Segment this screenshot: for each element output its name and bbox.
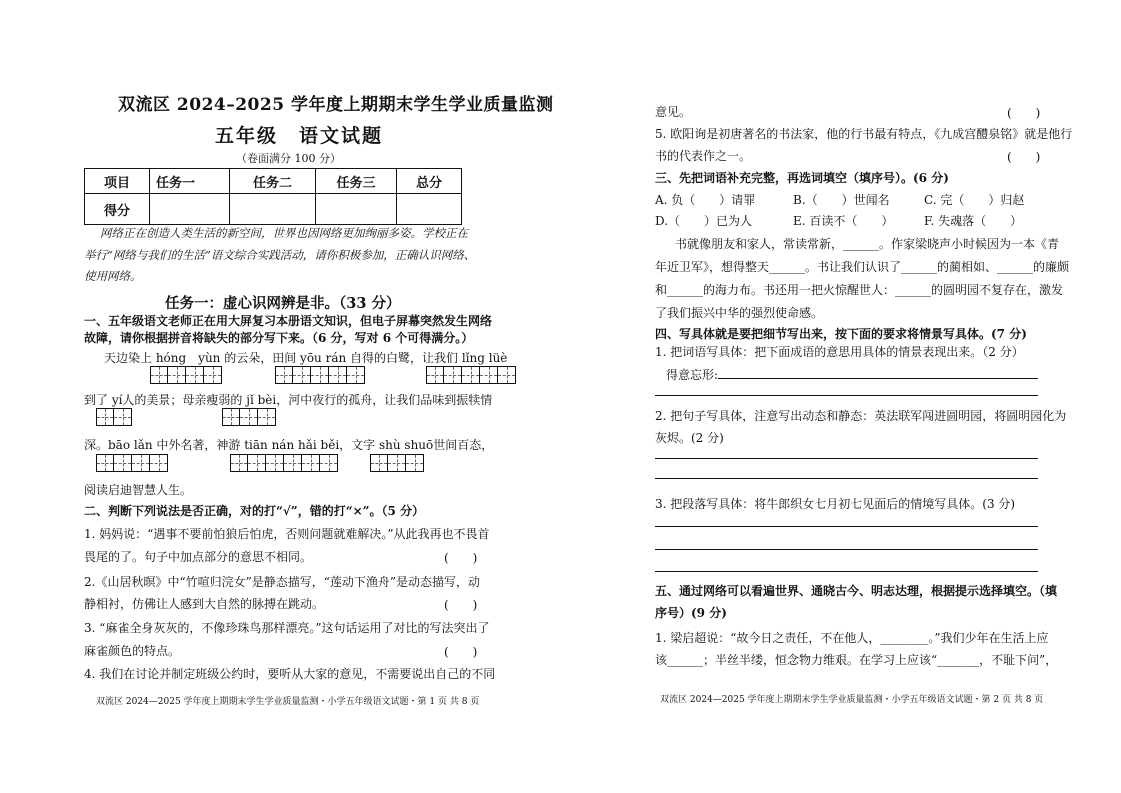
q2-item3-line1: 3. “麻雀全身灰灰的，不像珍珠鸟那样漂亮。”这句话运用了对比的写法突出了 [84,621,490,635]
score-cell-total[interactable] [397,194,462,225]
q3-option-d[interactable]: D.（ ）已为人 [655,214,753,228]
q3-title: 三、先把词语补充完整，再选词填空（填序号）。(6 分) [655,171,949,185]
intro-line-3: 使用网络。 [84,269,142,283]
q1-title-line1: 一、五年级语文老师正在用大屏复习本册语文知识，但电子屏幕突然发生网络 [84,314,493,328]
q1-title-line2: 故障，请你根据拼音将缺失的部分写下来。（6 分，写对 6 个可得满分。） [84,331,474,345]
q2-item5-line1: 5. 欧阳询是初唐著名的书法家，他的行书最有特点，《九成宫醴泉铭》就是他行 [655,127,1073,141]
full-score-note: （卷面满分 100 分） [236,152,341,165]
q3-option-f[interactable]: F. 失魂落（ ） [924,214,1023,228]
score-header-task1: 任务一 [150,169,230,194]
q1-text-line3: 深。bāo lǎn 中外名著，神游 tiān nán hǎi běi，文字 shù shuō世间百态， [84,438,494,452]
q3-paragraph-line3: 和______的海力布。书还用一把火惊醒世人：______的圆明园不复存在，激发 [655,283,1064,297]
q1-text-line2: 到了 yí人的美景；母亲瘦弱的 jǐ bèi，河中夜行的孤舟，让我们品味到振犊情 [84,393,493,407]
q5-title-line2: 序号）(9 分) [655,606,727,620]
q3-paragraph-line2: 年近卫军》，想得整天______。书让我们认识了______的蔺相如、______的廉颇 [655,260,1070,274]
exam-subtitle: 五年级 语文试题 [215,125,384,147]
q4-part1-label: 得意忘形: [666,368,719,382]
score-cell-task3[interactable] [316,194,397,225]
right-footer: 双流区 2024—2025 学年度上期期末学生学业质量监测・小学五年级语文试题・第 2 页 共 8 页 [660,695,1044,705]
answer-grid-hongyun[interactable] [150,366,222,384]
score-header-item: 项目 [85,169,150,194]
q3-option-a[interactable]: A. 负（ ）请罪 [655,193,756,207]
answer-grid-linglue[interactable] [426,366,516,384]
q2-item4-answer[interactable]: ( ) [1007,106,1041,120]
left-footer: 双流区 2024—2025 学年度上期期末学生学业质量监测・小学五年级语文试题・第 1 页 共 8 页 [96,697,480,707]
q2-item2-line2: 静相衬，仿佛让人感到大自然的脉搏在跳动。 [84,597,325,611]
answer-grid-shushuo[interactable] [370,454,424,472]
q2-item2-line1: 2.《山居秋暝》中“竹喧归浣女”是静态描写，“莲动下渔舟”是动态描写，动 [84,575,480,589]
task1-title: 任务一：虚心识网辨是非。（33 分） [165,295,401,312]
q4-part1: 1. 把词语写具体：把下面成语的意思用具体的情景表现出来。（2 分） [655,345,1024,359]
answer-line-q4-3b[interactable] [655,549,1038,550]
answer-grid-yi[interactable] [96,408,132,426]
q2-item1-answer[interactable]: ( ) [444,551,478,565]
q5-title-line1: 五、通过网络可以看遍世界、通晓古今、明志达理，根据提示选择填空。（填 [655,584,1058,598]
q2-item3-answer[interactable]: ( ) [444,645,478,659]
score-header-task3: 任务三 [316,169,397,194]
q4-part3: 3. 把段落写具体：将牛郎织女七月初七见面后的情境写具体。(3 分) [655,497,1016,511]
q2-item3-line2: 麻雀颜色的特点。 [84,644,181,658]
left-page [0,0,560,793]
q2-item2-answer[interactable]: ( ) [444,598,478,612]
answer-grid-jibei[interactable] [222,408,276,426]
answer-line-q4-3a[interactable] [655,526,1038,527]
q3-option-e[interactable]: E. 百读不（ ） [793,214,894,228]
q1-text-line1: 天边染上 hóng yùn 的云朵，田间 yōu rán 自得的白鹭，让我们 lǐng lüè [104,351,508,365]
q4-title: 四、写具体就是要把细节写出来，按下面的要求将情景写具体。(7 分) [655,327,1027,341]
q3-paragraph-line1: 书就像朋友和家人，常读常新，______。作家梁晓声小时候因为一本《青 [675,237,1060,251]
answer-grid-tiannanhaibei[interactable] [230,454,338,472]
intro-line-2: 举行“网络与我们的生活”语文综合实践活动，请你积极参加，正确认识网络、 [84,248,476,262]
score-header-total: 总分 [397,169,462,194]
q5-item1-line1: 1. 梁启超说：“故今日之责任，不在他人，________。”我们少年在生活上应 [655,631,1049,645]
q2-title: 二、判断下列说法是否正确，对的打“√”，错的打“×”。（5 分） [84,504,425,518]
q4-part2-line1: 2. 把句子写具体，注意写出动态和静态：英法联军闯进圆明园，将圆明园化为 [655,409,1067,423]
q1-text-line4: 阅读启迪智慧人生。 [84,483,193,497]
intro-line-1: 网络正在创造人类生活的新空间，世界也因网络更加绚丽多姿。学校正在 [100,226,468,240]
q5-item1-line2: 该______；半丝半缕，恒念物力维艰。在学习上应该“_______，不耻下问”， [655,653,1058,667]
score-cell-task1[interactable] [150,194,230,225]
q3-option-b[interactable]: B.（ ）世闻名 [793,193,890,207]
answer-line-q4-3c[interactable] [655,571,1038,572]
answer-line-q4-2a[interactable] [655,458,1038,459]
answer-grid-youran[interactable] [275,366,365,384]
q2-item4-line2: 意见。 [655,105,692,119]
score-table [84,168,462,225]
answer-line-deyiwangxing-2[interactable] [655,395,1038,396]
exam-title: 双流区 2024–2025 学年度上期期末学生学业质量监测 [118,95,554,115]
q2-item1-line2: 畏尾的了。句子中加点部分的意思不相同。 [84,550,313,564]
q3-option-c[interactable]: C. 完（ ）归赵 [924,193,1025,207]
score-row-label: 得分 [85,194,150,225]
score-header-task2: 任务二 [230,169,316,194]
answer-grid-baolan[interactable] [96,454,168,472]
answer-line-deyiwangxing[interactable] [718,378,1038,379]
q2-item1-line1: 1. 妈妈说：“遇事不要前怕狼后怕虎，否则问题就难解决。”从此我再也不畏首 [84,527,490,541]
q2-item5-line2: 书的代表作之一。 [655,149,752,163]
score-cell-task2[interactable] [230,194,316,225]
q2-item5-answer[interactable]: ( ) [1007,150,1041,164]
q2-item4-line1: 4. 我们在讨论并制定班级公约时，要听从大家的意见，不需要说出自己的不同 [84,667,496,681]
q3-paragraph-line4: 了我们振兴中华的强烈使命感。 [655,306,824,320]
q4-part2-line2: 灰烬。(2 分) [655,431,724,445]
right-page [560,0,1121,793]
answer-line-q4-2b[interactable] [655,478,1038,479]
